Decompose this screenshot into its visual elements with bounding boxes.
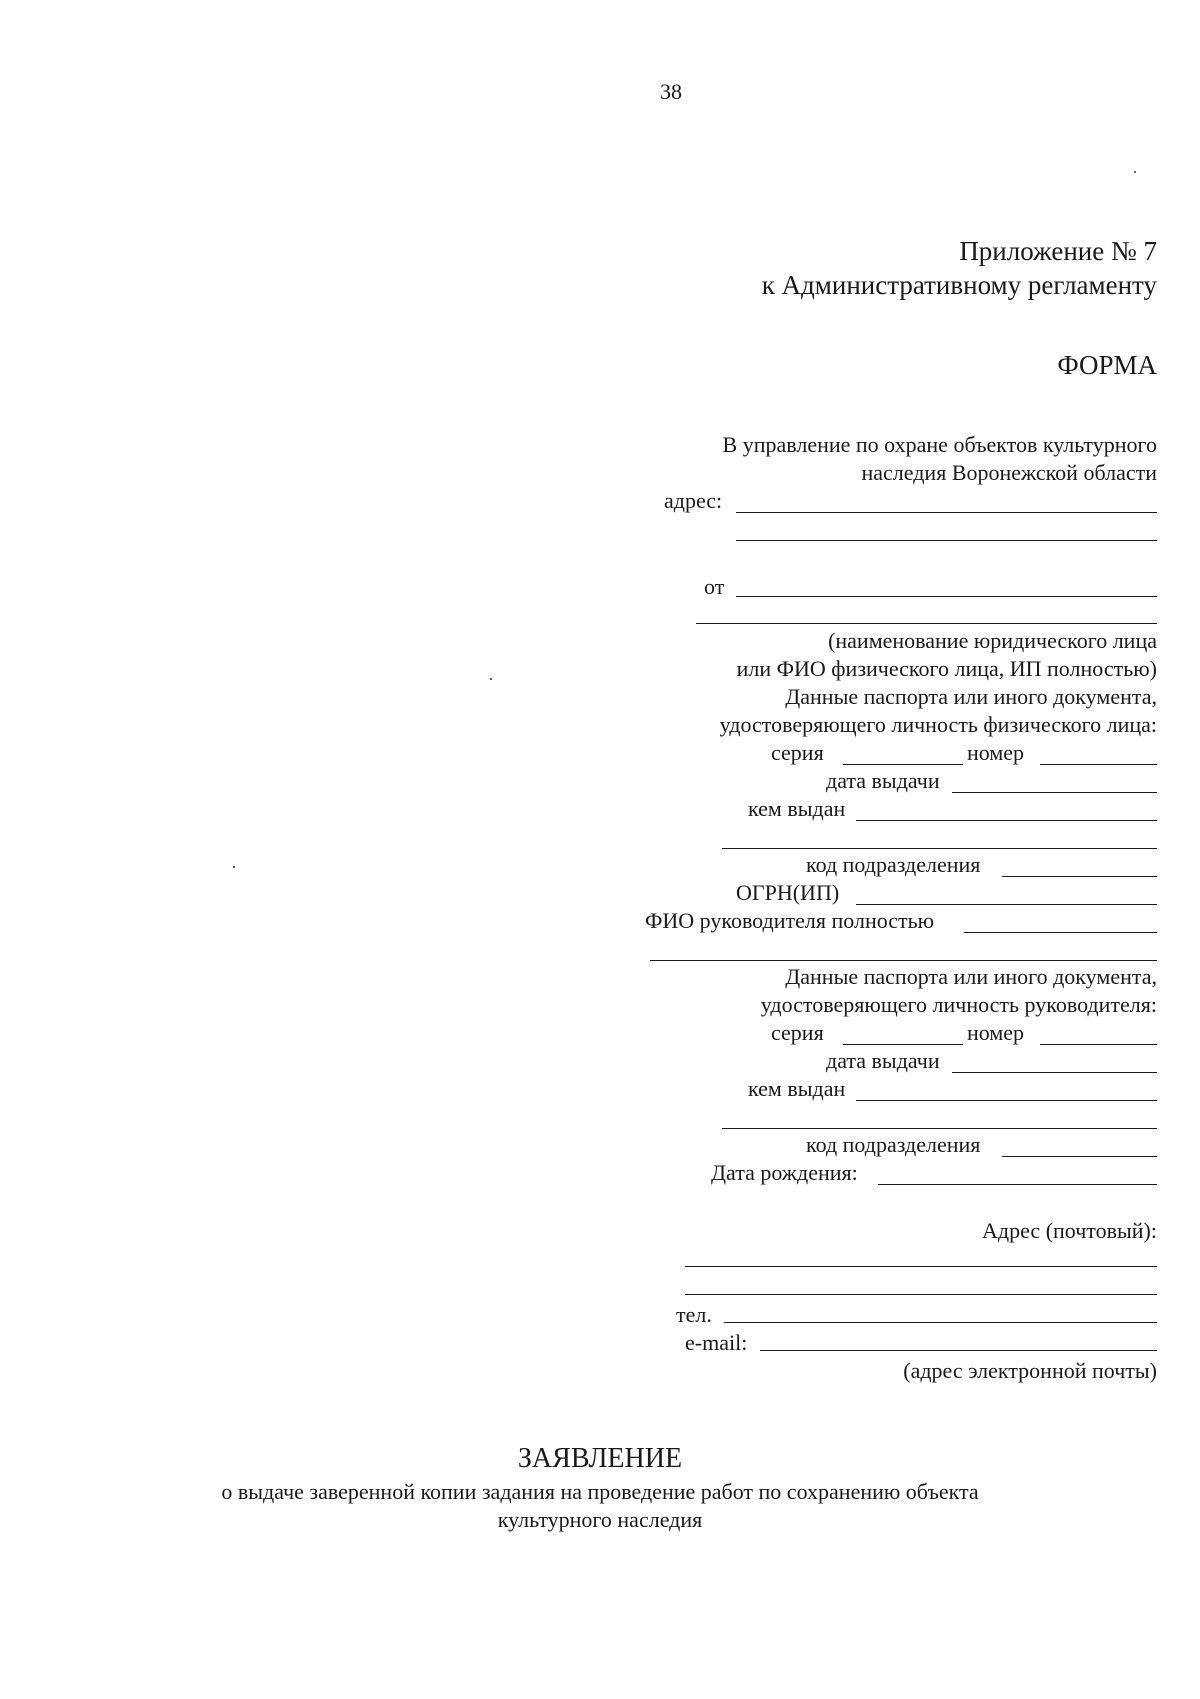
email-field-line[interactable] [760,1350,1157,1351]
head-number-field-line[interactable] [1040,1044,1157,1045]
phone-label: тел. [676,1302,712,1327]
head-series-label: серия [771,1020,824,1045]
email-label: e-mail: [685,1330,748,1355]
issue-date-label: дата выдачи [826,768,940,793]
head-series-field-line[interactable] [843,1044,963,1045]
head-issue-date-label: дата выдачи [826,1048,940,1073]
scan-speck [233,866,235,868]
issue-date-field-line[interactable] [952,792,1157,793]
appendix-subtitle: к Административному регламенту [761,270,1157,300]
passport-individual-heading1: Данные паспорта или иного документа, [785,684,1157,709]
head-division-code-label: код подразделения [806,1132,981,1157]
passport-head-heading2: удостоверяющего личность руководителя: [760,992,1157,1017]
from-caption-line1: (наименование юридического лица [828,628,1157,653]
addressee-line2: наследия Воронежской области [861,460,1157,485]
issued-by-field-line-2[interactable] [722,848,1157,849]
number-label: номер [967,740,1025,765]
passport-individual-heading2: удостоверяющего личность физического лица: [719,712,1157,737]
head-issue-date-field-line[interactable] [952,1072,1157,1073]
head-division-code-field-line[interactable] [1002,1156,1157,1157]
head-number-label: номер [967,1020,1025,1045]
address-label: адрес: [664,488,723,513]
birth-date-field-line[interactable] [878,1184,1157,1185]
scan-speck [1134,171,1136,173]
head-name-label: ФИО руководителя полностью [645,908,935,933]
address-field-line-2[interactable] [736,540,1157,541]
from-field-line-2[interactable] [696,623,1157,624]
head-name-field-line-2[interactable] [650,960,1157,961]
page-number: 38 [660,79,682,104]
postal-address-field-line-1[interactable] [685,1266,1157,1267]
head-name-field-line-1[interactable] [964,932,1157,933]
head-issued-by-field-line-2[interactable] [722,1128,1157,1129]
statement-subtitle-line1: о выдаче заверенной копии задания на проведение работ по сохранению объекта [221,1479,979,1504]
number-field-line[interactable] [1040,764,1157,765]
postal-address-field-line-2[interactable] [685,1294,1157,1295]
passport-head-heading1: Данные паспорта или иного документа, [785,964,1157,989]
ogrn-label: ОГРН(ИП) [736,880,840,905]
email-caption: (адрес электронной почты) [903,1358,1157,1383]
division-code-label: код подразделения [806,852,981,877]
form-label: ФОРМА [1057,350,1157,380]
statement-title: ЗАЯВЛЕНИЕ [517,1443,683,1474]
issued-by-label: кем выдан [748,796,846,821]
issued-by-field-line-1[interactable] [856,820,1157,821]
head-issued-by-field-line-1[interactable] [856,1100,1157,1101]
from-field-line-1[interactable] [736,596,1157,597]
addressee-line1: В управление по охране объектов культурного [722,432,1157,457]
birth-date-label: Дата рождения: [711,1160,858,1185]
address-field-line-1[interactable] [736,512,1157,513]
postal-address-label: Адрес (почтовый): [982,1218,1157,1243]
ogrn-field-line[interactable] [856,904,1157,905]
appendix-title: Приложение № 7 [959,236,1157,266]
from-label: от [704,574,725,599]
from-caption-line2: или ФИО физического лица, ИП полностью) [736,656,1157,681]
division-code-field-line[interactable] [1002,876,1157,877]
scan-speck [490,678,492,680]
series-label: серия [771,740,824,765]
series-field-line[interactable] [843,764,963,765]
phone-field-line[interactable] [724,1322,1157,1323]
statement-subtitle-line2: культурного наследия [497,1507,703,1532]
head-issued-by-label: кем выдан [748,1076,846,1101]
